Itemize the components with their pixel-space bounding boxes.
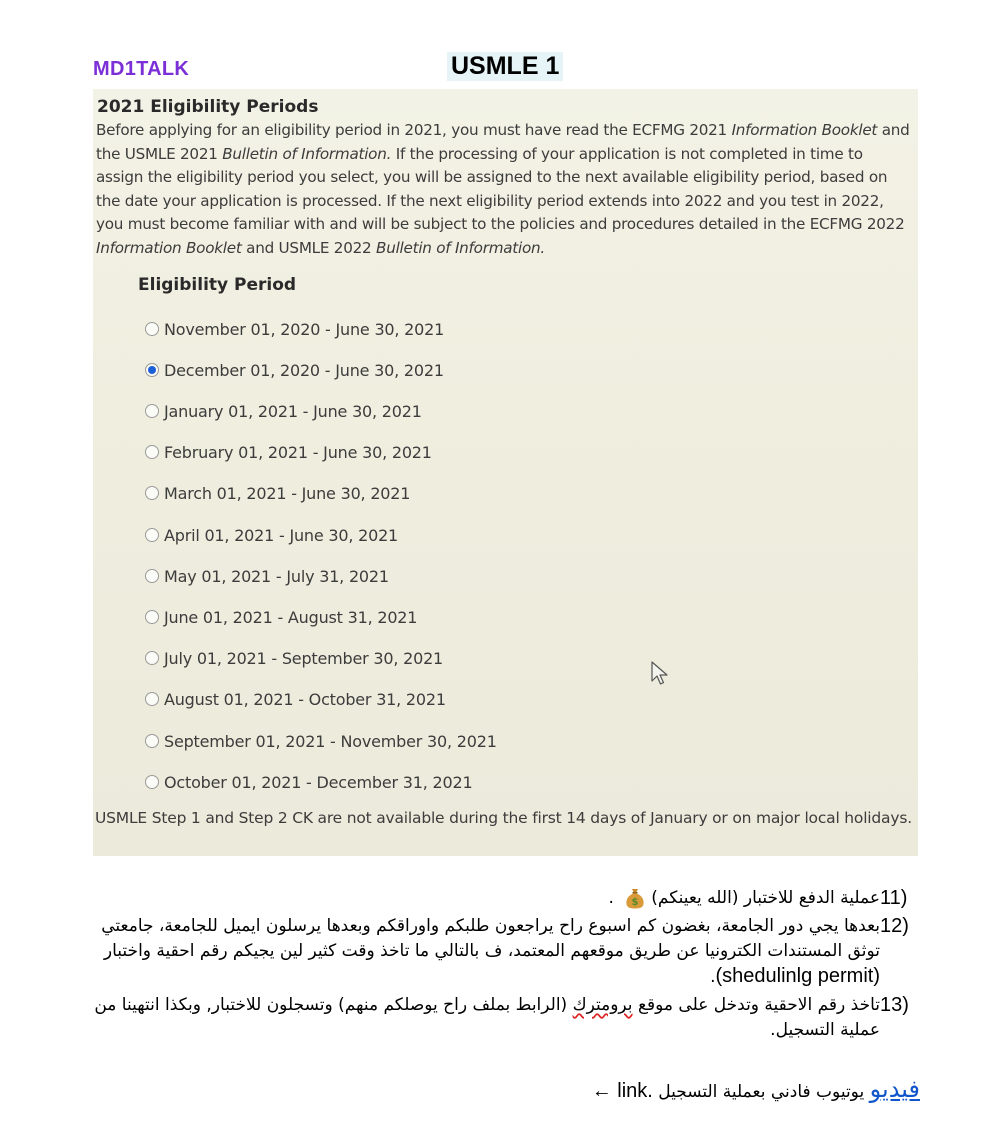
period-option[interactable]: June 01, 2021 - August 31, 2021 [145,605,417,629]
period-option[interactable]: February 01, 2021 - June 30, 2021 [145,440,432,464]
mouse-cursor-icon [651,661,669,687]
period-option[interactable]: July 01, 2021 - September 30, 2021 [145,646,443,670]
step-number: 12) [880,915,909,937]
step-number: 13) [880,994,909,1016]
brand-label: MD1TALK [93,58,190,80]
radio-button[interactable] [145,610,159,624]
period-option[interactable]: March 01, 2021 - June 30, 2021 [145,481,410,505]
radio-button[interactable] [145,775,159,789]
eligibility-screenshot [93,89,918,856]
radio-button[interactable] [145,734,159,748]
eligibility-heading: 2021 Eligibility Periods [97,97,319,117]
steps-list [90,886,920,1043]
radio-button[interactable] [145,445,159,459]
radio-button[interactable] [145,651,159,665]
radio-button[interactable] [145,363,159,377]
radio-button[interactable] [145,569,159,583]
period-option[interactable]: September 01, 2021 - November 30, 2021 [145,729,497,753]
video-line: فيديو يوتيوب فادني بعملية التسجيل ← link. [591,1075,920,1103]
availability-footnote: USMLE Step 1 and Step 2 CK are not available during the first 14 days of January or on major local holidays. [95,809,912,827]
svg-text:$: $ [631,897,639,908]
period-option[interactable]: January 01, 2021 - June 30, 2021 [145,399,422,423]
link-arrow-text: ← link. [591,1080,653,1102]
radio-button[interactable] [145,692,159,706]
radio-button[interactable] [145,486,159,500]
period-heading: Eligibility Period [138,275,297,295]
step-item: 11) عملية الدفع للاختبار (الله يعينكم) $ . [90,886,920,911]
radio-button[interactable] [145,322,159,336]
step-item: 12) بعدها يجي دور الجامعة، بغضون كم اسبوع راح يراجعون طلبكم واوراقكم وبعدها يرسلون ايميل للجامعة، جامعتي توثق المستندات الكترونيا عن طريق موقعهم المعتمد، ف بالتالي ما تاخذ وقت كثير لين يجيكم رقم احقية واختبار (shedulinlg permit). [90,914,920,990]
period-option[interactable]: August 01, 2021 - October 31, 2021 [145,687,446,711]
radio-button[interactable] [145,528,159,542]
period-option[interactable]: October 01, 2021 - December 31, 2021 [145,770,472,794]
eligibility-intro: Before applying for an eligibility period in 2021, you must have read the ECFMG 2021 Information Booklet and the USMLE 2021 Bulletin of Information. If the processing of your application is not completed in time to assign the eligibility period you select, you will be assigned to the next available eligibility period, based on the date your application is processed. If the next eligibility period extends into 2022 and you test in 2022, you must become familiar with and will be subject to the policies and procedures detailed in the ECFMG 2022 Information Booklet and USMLE 2022 Bulletin of Information. [96,121,910,257]
video-link[interactable]: فيديو [869,1075,920,1103]
period-option[interactable]: December 01, 2020 - June 30, 2021 [145,358,444,382]
period-option[interactable]: May 01, 2021 - July 31, 2021 [145,564,389,588]
spellcheck-word: برومترك [572,995,633,1015]
period-option[interactable]: November 01, 2020 - June 30, 2021 [145,317,444,341]
step-number: 11) [880,887,908,909]
money-bag-icon [623,886,647,910]
document-title: USMLE 1 [447,52,563,81]
period-option[interactable]: April 01, 2021 - June 30, 2021 [145,523,398,547]
step-item: 13) تاخذ رقم الاحقية وتدخل على موقع برومترك (الرابط بملف راح يوصلكم منهم) وتسجلون للاختبار, وبكذا انتهينا من عملية التسجيل. [90,993,920,1043]
radio-button[interactable] [145,404,159,418]
